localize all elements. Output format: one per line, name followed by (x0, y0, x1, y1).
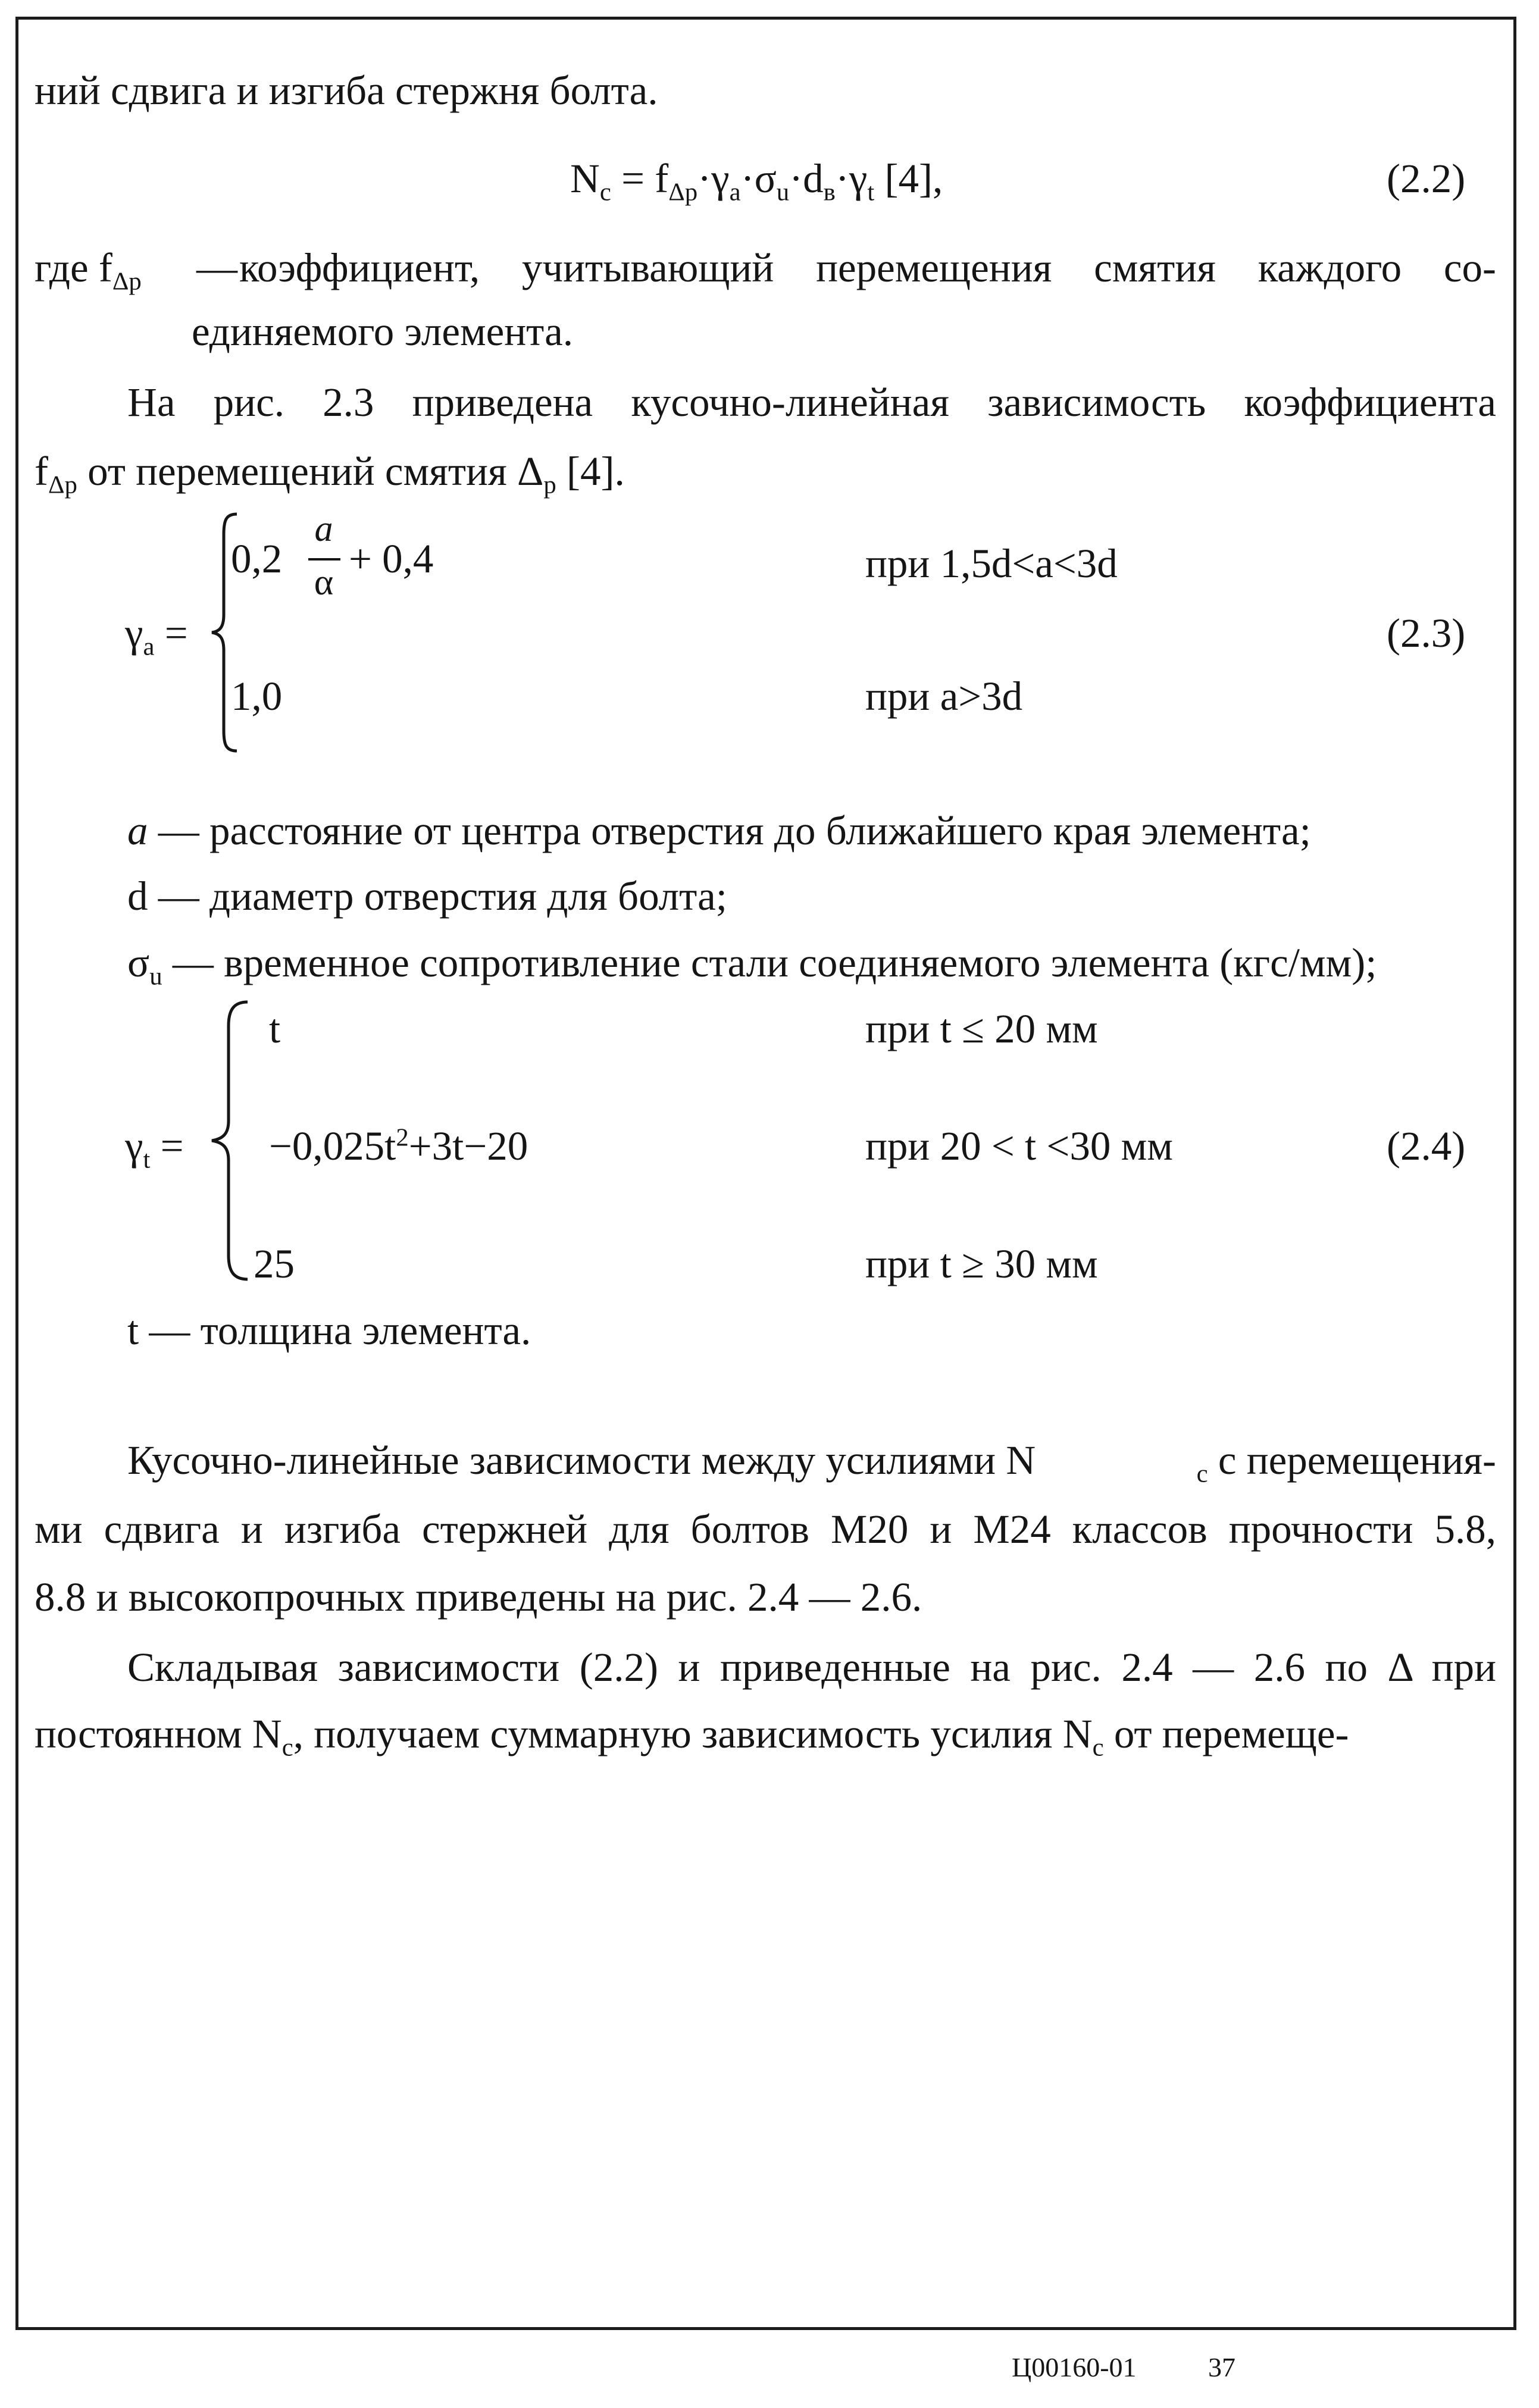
eq23-fraction-numerator: a (314, 509, 333, 549)
para2-line-1: Кусочно-линейные зависимости между усилиями N $_c$ с перемещения- (127, 1438, 1496, 1488)
where-dash: — (196, 245, 237, 290)
footer-code: Ц00160-01 (1012, 2352, 1137, 2382)
eq23-case2: 1,0 (231, 674, 283, 719)
eq24-lhs: $\gamma_t$ = (125, 1123, 184, 1174)
eq23-case1-prefix: 0,2 (231, 536, 283, 581)
para3-line-2: постоянном $N_c$, получаем суммарную зависимость усилия $N_c$ от перемеще- (35, 1711, 1349, 1762)
eq24-case1-condition: при t ≤ 20 мм (865, 1006, 1098, 1051)
para1-line-1: На рис. 2.3 приведена кусочно-линейная зависимость коэффициента (127, 380, 1496, 425)
equation-2-2: $N_c = f_{\Delta p}\cdot\gamma_a\cdot\sigma_u\cdot d_в\cdot\gamma_t$ [4], (570, 156, 943, 206)
eq23-case1-condition: при 1,5d<a<3d (865, 541, 1118, 586)
where-label: где $f_{\Delta p}$ (35, 245, 142, 296)
equation-number-2-3: (2.3) (1387, 610, 1466, 656)
def-a: a — расстояние от центра отверстия до ближайшего края элемента; (127, 808, 1311, 853)
para1-line-2: $f_{\Delta p}$ от перемещений смятия $\Delta_р$ [4]. (35, 449, 625, 499)
eq23-fraction-bar (308, 558, 340, 560)
equation-number-2-2: (2.2) (1387, 156, 1466, 201)
eq23-fraction-denominator: α (314, 562, 334, 603)
def-t: t — толщина элемента. (127, 1308, 531, 1353)
equation-number-2-4: (2.4) (1387, 1123, 1466, 1169)
para2-line-3: 8.8 и высокопрочных приведены на рис. 2.4 — 2.6. (35, 1574, 922, 1620)
where-line-2: единяемого элемента. (192, 309, 574, 354)
eq23-lhs: $\gamma_a$ = (125, 610, 188, 661)
para2-line-2: ми сдвига и изгиба стержней для болтов M20 и M24 классов прочности 5.8, (35, 1507, 1496, 1552)
eq24-case3-condition: при t ≥ 30 мм (865, 1241, 1098, 1286)
where-line-1: коэффициент, учитывающий перемещения смятия каждого со- (239, 245, 1496, 290)
eq24-case2-condition: при 20 < t <30 мм (865, 1123, 1173, 1169)
text-line-top: ний сдвига и изгиба стержня болта. (35, 68, 658, 113)
eq23-case2-condition: при a>3d (865, 674, 1023, 719)
def-d: d — диаметр отверстия для болта; (127, 873, 727, 919)
eq24-left-brace (208, 998, 254, 1283)
eq23-case1-suffix: + 0,4 (349, 536, 434, 581)
footer-page-number: 37 (1208, 2352, 1235, 2382)
eq24-case1: t (269, 1006, 281, 1051)
para3-line-1: Складывая зависимости (2.2) и приведенные на рис. 2.4 — 2.6 по Δ при (127, 1645, 1496, 1690)
eq24-case2: $-0,025t^2+3t-20$ (269, 1123, 528, 1169)
eq24-case3: 25 (254, 1241, 295, 1286)
def-sigma: $\sigma_u$ — временное сопротивление стали соединяемого элемента (кгс/мм); (127, 940, 1377, 991)
